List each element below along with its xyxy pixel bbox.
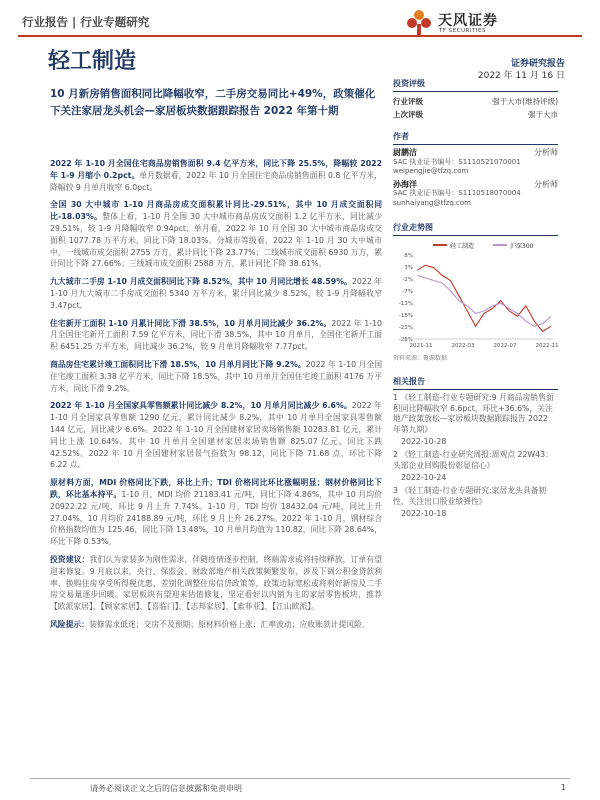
- legend-label: 沪深300: [510, 243, 534, 250]
- doc-type: 证券研究报告: [510, 59, 565, 69]
- related-report-link[interactable]: 3 《轻工制造-行业专题研究:家居龙头具备韧性，关注出口股业绩弹性》: [393, 486, 547, 506]
- analyst-card: [393, 180, 558, 209]
- paragraph-text: 整体上看，1-10 月全国 30 大中城市商品房成交面积 1.2 亿平方米，同比减少 29.51%，较 1-9 月降幅收窄 0.94pct；单月看，2022 年 10 月全国 30 大中城市商品房成交面积 1077.78 万平方米，同比下降 18.03%。分城市等级看，2022 年 1-10 月 30 大中城市中，一线城市成交面积 2755 万方，累计同比下降 23.77%；二线城市成交面积 6930 万方，累计同比下降 27.66%；三线城市成交面积 2588 万方，累计同比下降 38.61%。: [50, 212, 383, 269]
- sector-title: 轻工制造: [48, 49, 137, 74]
- y-tick-label: 8%: [404, 253, 413, 259]
- paragraph-text: 2022 年 1-10 月全国住宅竣工面积 3.38 亿平方米，同比下降 18.5%，其中 10 月单月全国住宅竣工面积 4176 万平方米，同比下滑 9.2%。: [50, 359, 382, 393]
- series-line: [417, 265, 551, 331]
- y-tick-label: -28%: [398, 337, 413, 343]
- x-tick-label: 2022-07: [493, 343, 517, 349]
- analyst-card: [393, 148, 558, 177]
- rating-heading: 投资评级: [393, 78, 558, 92]
- body-paragraph: [50, 359, 382, 394]
- rating-table: [393, 95, 558, 121]
- related-list: [393, 393, 558, 518]
- body-paragraph: [50, 199, 382, 270]
- y-tick-label: -2%: [402, 277, 413, 283]
- paragraph-text: 2022 年 1-10 月九大城市二手房成交面积 5340 万平方米，累计同比减少 8.52%，较 1-9 月降幅收窄 3.47pct。: [50, 277, 383, 310]
- analyst-role: 分析师: [534, 179, 558, 189]
- brand-name: 天风证券: [438, 13, 498, 29]
- disclaimer: 请务必阅读正文之后的信息披露和免责申明: [90, 784, 242, 793]
- brand-name-en: TF SECURITIES: [439, 28, 486, 34]
- header-divider: [18, 35, 582, 37]
- chart-source: 资料来源：聚源数据: [393, 355, 448, 362]
- y-tick-label: -18%: [398, 313, 413, 319]
- series-line: [417, 275, 551, 326]
- body-paragraph: [50, 400, 382, 471]
- related-report-date: 2022-10-18: [401, 509, 447, 518]
- paragraph-lead: 全国 30 大中城市 1-10 月商品房成交面积累计同比-29.51%，其中 10 月成交面积同比-18.03%。: [50, 200, 382, 222]
- sidebar: [393, 78, 558, 522]
- legend-label: 轻工制造: [450, 243, 475, 250]
- paragraph-lead: 住宅新开工面积 1-10 月累计同比下滑 38.5%，10 月单月同比减少 36.2%。: [50, 318, 332, 328]
- analyst-email[interactable]: sunhaiyang@tfzq.com: [393, 198, 472, 207]
- body-paragraph: [50, 477, 382, 548]
- paragraph-text: 2022 年 1-10 月全国住宅新开工面积 7.59 亿平方米，同比下滑 38.5%，其中 10 月单月，全国住宅新开工面积 6451.25 万平方米，同比减少 36.2%，较 9 月单月降幅收窄 7.77pct。: [50, 318, 382, 352]
- related-report-link[interactable]: 1 《轻工制造-行业专题研究:9 月商品房销售面积同比降幅收窄 6.6pct，环比+36.6%，关注地产政策放松—家居板块数据跟踪报告 2022 年第九期》: [393, 393, 554, 434]
- body-paragraph: [50, 276, 382, 311]
- paragraph-lead: 商品房住宅累计竣工面积同比下滑 18.5%，10 月单月同比下降 9.2%。: [50, 359, 306, 369]
- paragraph-lead: 九大城市二手房 1-10 月成交面积同比下降 8.52%，其中 10 月同比增长 48.59%。: [50, 277, 352, 287]
- body-paragraph: [50, 318, 382, 353]
- analyst-name: 尉鹏洁: [393, 148, 417, 157]
- body-paragraph: [50, 158, 382, 193]
- analyst-cert: SAC 执业证书编号：S1110521070001: [393, 157, 521, 166]
- analyst-name: 孙海洋: [393, 179, 417, 189]
- report-title: 10 月新房销售面积同比降幅收窄，二手房交易同比+49%，政策催化下关注家居龙头机会—家居板块数据跟踪报告 2022 年第十期: [50, 88, 376, 117]
- trend-chart-svg: [393, 239, 558, 351]
- chart-heading: 行业走势图: [393, 222, 558, 236]
- paragraph-text: 单月数据看，2022 年 10 月全国住宅商品房销售面积 0.8 亿平方米，降幅较 9 月单月收窄 6.0pct。: [50, 170, 382, 192]
- page-number: 1: [560, 783, 566, 792]
- y-tick-label: -23%: [398, 325, 413, 331]
- report-date: 2022 年 11 月 16 日: [477, 71, 565, 81]
- footer-divider: [30, 778, 570, 779]
- report-type: 行业报告 | 行业专题研究: [22, 15, 150, 29]
- paragraph-text: 我们认为家装多为刚性需求，伴随疫情逐步控制，终端需求或将持续释放，订单有望迎来修复。9 月底以来，央行、保监会、财政部地产相关政策频繁发布，涉及下调公积金贷款利率、换购住房享受所得税优惠、差别化调整住房信贷政策等，政策边际宽松或将利好新房及二手房交易量逐步回暖。家居板块有望迎来估值修复，坚定看好以内销为主的家居零售板块，推荐【欧派家居】、【顾家家居】、【喜临门】、【志邦家居】、【索菲亚】、【江山欧派】。: [50, 554, 383, 612]
- related-heading: 相关报告: [393, 376, 558, 390]
- analyst-role: 分析师: [534, 148, 558, 157]
- main-content: [50, 158, 382, 637]
- authors-heading: 作者: [393, 131, 558, 145]
- top-bar: [18, 8, 582, 36]
- paragraph-lead: 风险提示：: [50, 619, 89, 629]
- brand-logo: [404, 8, 554, 38]
- paragraph-lead: 2022 年 1-10 月全国住宅商品房销售面积 9.4 亿平方米，同比下降 25.5%，降幅较 2022 年 1-9 月缩小 0.2pct。: [50, 159, 382, 180]
- tf-logo-icon: [404, 8, 434, 38]
- y-tick-label: -7%: [402, 289, 413, 295]
- paragraph-text: 装修需求低迷；交房不及预期；原材料价格上涨；汇率波动；应收账款计提风险。: [88, 619, 370, 629]
- analyst-cert: SAC 执业证书编号：S1110518070004: [393, 189, 521, 197]
- related-report-date: 2022-10-24: [401, 473, 447, 482]
- analyst-email[interactable]: weipengjie@tfzq.com: [393, 167, 469, 175]
- rating-row: 上次评级 强于大市: [393, 110, 558, 119]
- body-paragraph: [50, 619, 382, 631]
- paragraph-lead: 2022 年 1-10 月全国家具零售额累计同比减少 8.2%，10 月单月同比减少 6.6%。: [50, 401, 352, 411]
- related-report-date: 2022-10-28: [401, 437, 447, 446]
- y-tick-label: -13%: [398, 301, 413, 307]
- paragraph-lead: 投资建议：: [50, 554, 90, 564]
- paragraph-text: 2022 年 1-10 月全国家具零售额 1290 亿元，累计同比减少 8.2%，其中 10 月单月全国家具零售额 144 亿元，同比减少 6.6%。2022 年 1-10 月全国建材家居卖场销售额 10283.81 亿元，累计同比上涨 10.64%。其中 10 月单月全国建材家居卖场销售额 825.07 亿元，同比下跌 42.52%。2022 年 10 月全国建材家居景气指数为 98.12，同比下降 71.68 点，环比下降 6.22 点。: [50, 401, 382, 470]
- x-tick-label: 2022-11: [535, 343, 558, 349]
- body-paragraph: [50, 554, 382, 613]
- paragraph-text: 1-10 月，MDI 均价 21183.41 元/吨，同比下降 4.86%，其中 10 月均价 20922.22 元/吨，环比 9 月上升 7.74%。1-10 月，TDI 均价 18432.04 元/吨，同比上升 27.04%，10 月均价 24188.89 元/吨，环比 9 月上升 26.27%。2022 年 1-10 月，钢材综合价格指数均值为 125.46，同比下降 13.48%，10 月单月均值为 110.82，同比下降 28.64%，环比下降 0.53%。: [50, 489, 383, 547]
- y-tick-label: 3%: [404, 265, 413, 271]
- rating-row: 行业评级 强于大市(维持评级): [393, 97, 558, 106]
- related-report-link[interactable]: 2 《轻工制造-行业研究周报:周观点 22W43：头部企业回购股份彰显信心》: [393, 450, 553, 470]
- x-tick-label: 2021-11: [409, 343, 433, 349]
- paragraph-lead: 原材料方面，MDI 价格同比下跌，环比上升；TDI 价格同比环比涨幅明显；钢材价格同比下跌，环比基本持平。: [50, 478, 382, 499]
- x-tick-label: 2022-03: [451, 343, 475, 349]
- industry-trend-chart: [393, 239, 558, 351]
